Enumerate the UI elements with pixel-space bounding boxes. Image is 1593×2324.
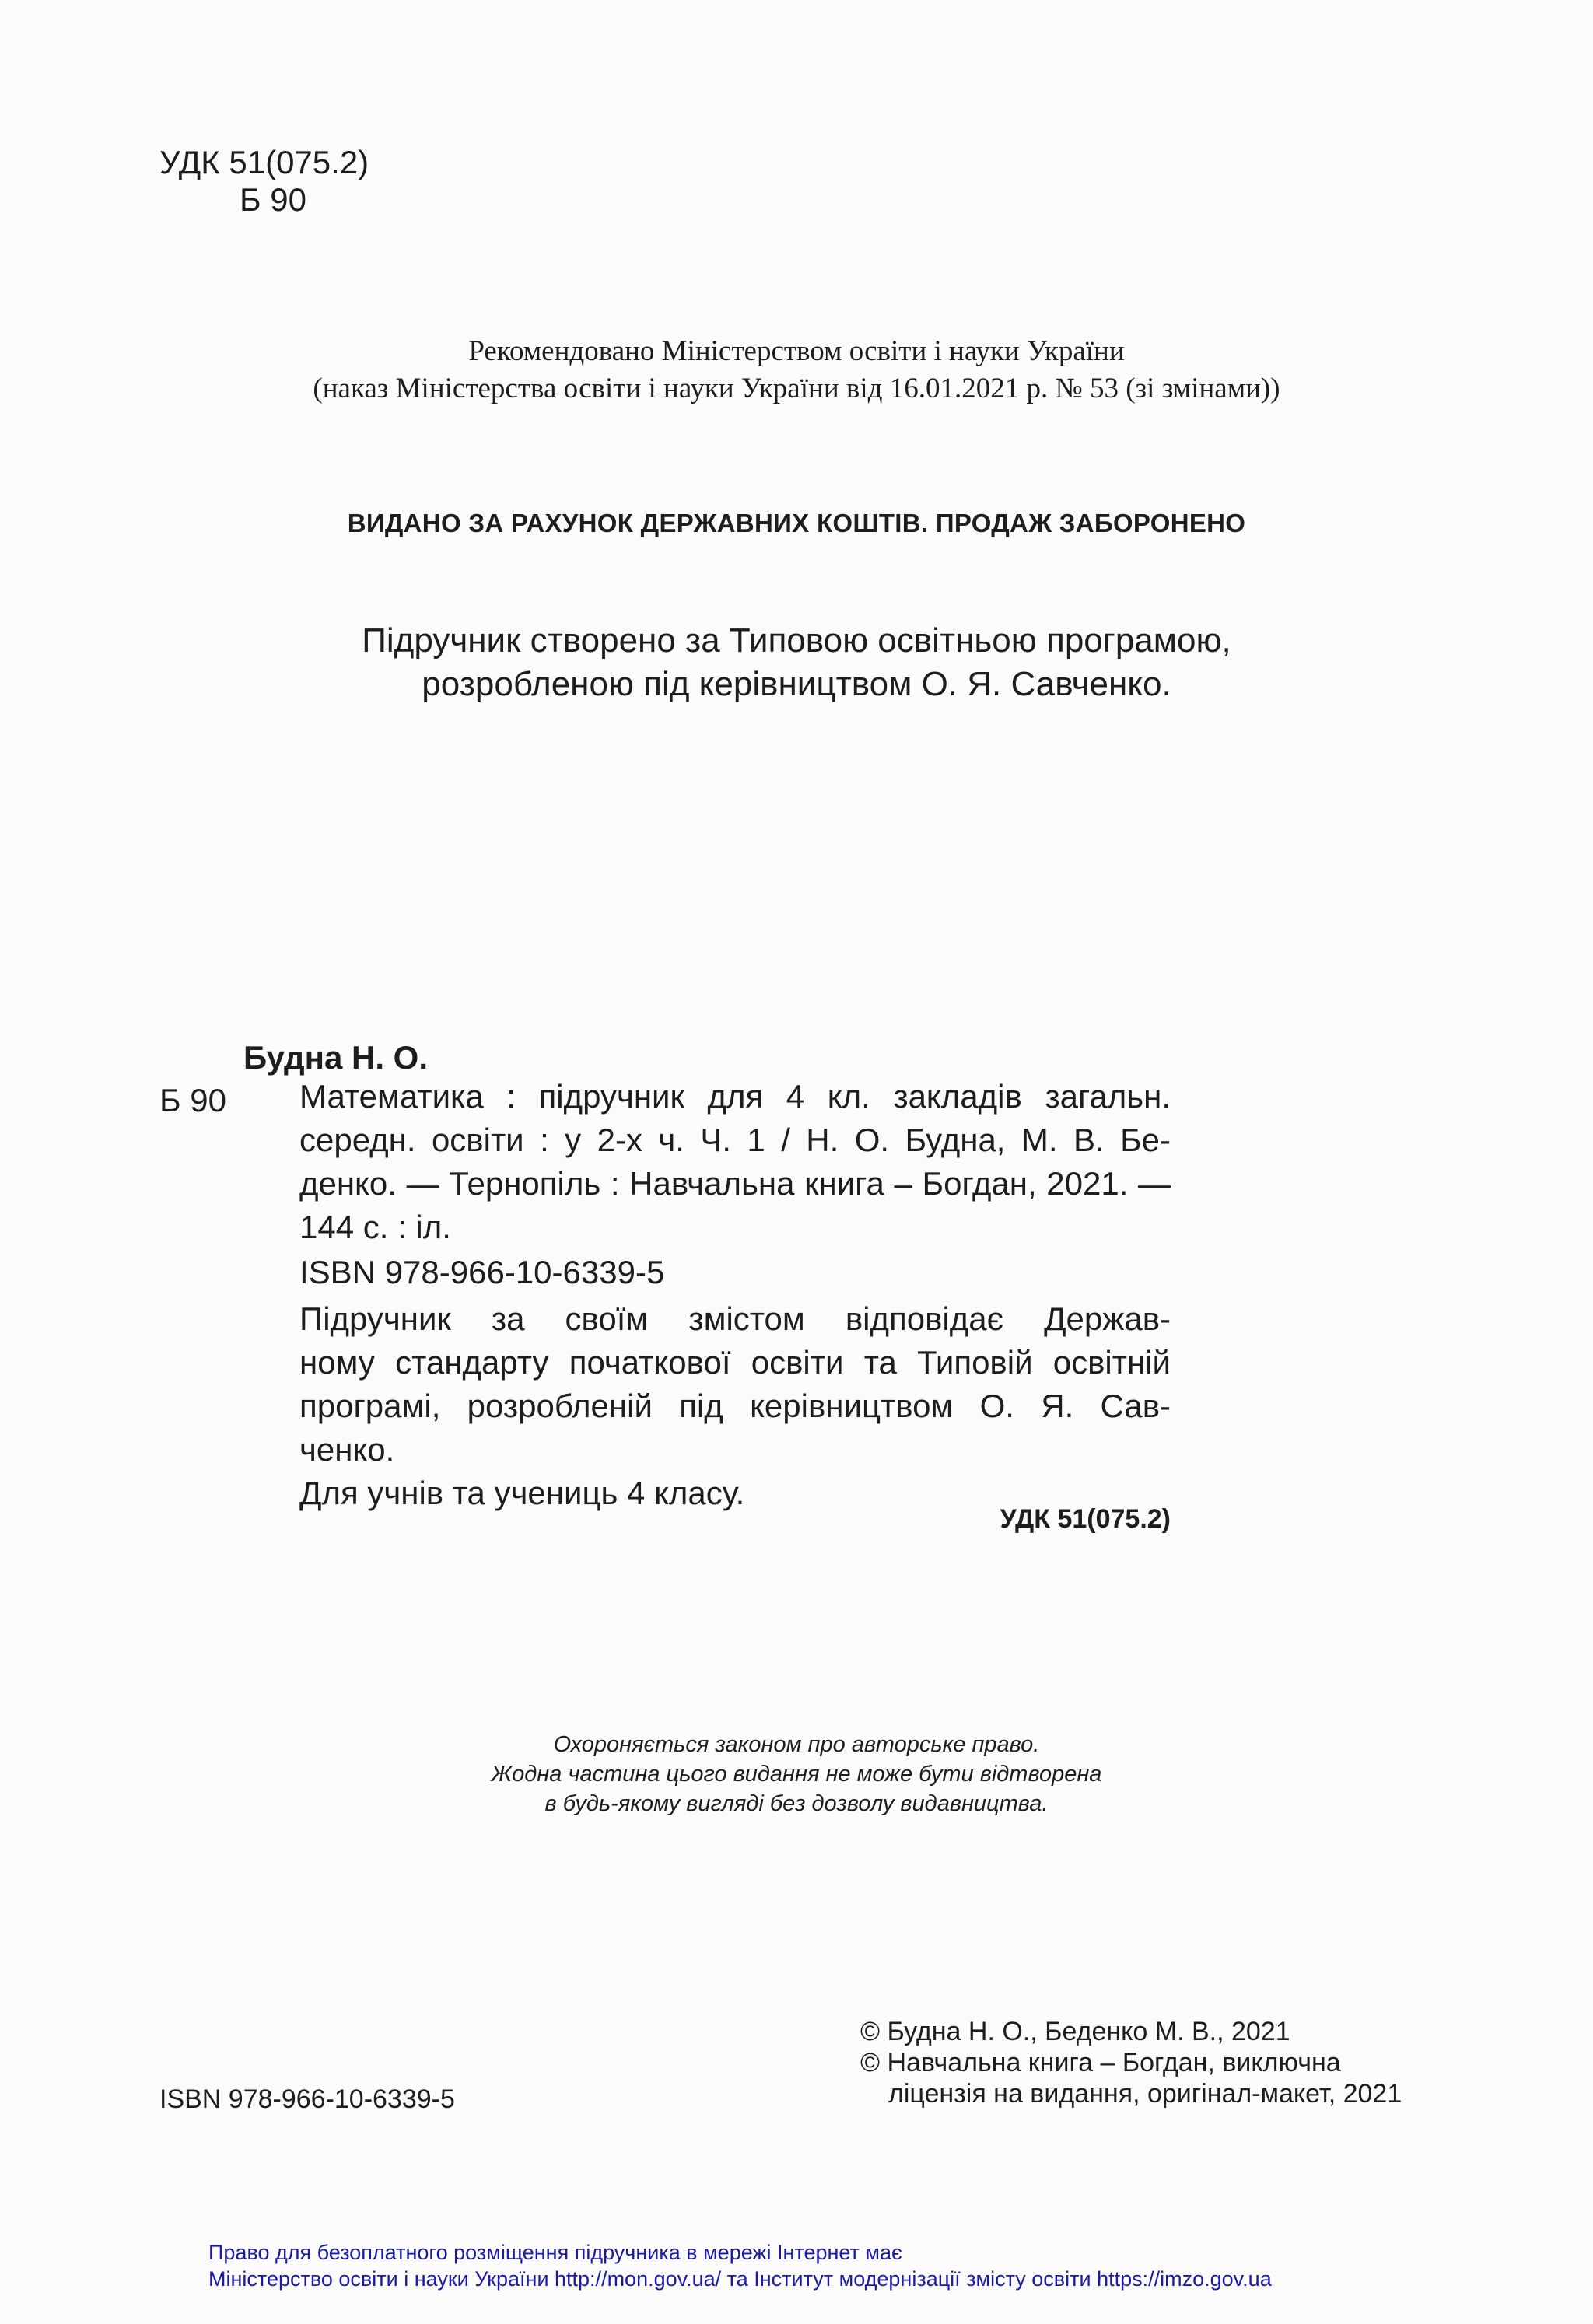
recommendation-order-line: (наказ Міністерства освіти і науки України від 16.01.2021 р. № 53 (зі змінами)): [313, 373, 1280, 404]
description-line: 144 с. : іл.: [299, 1209, 451, 1245]
copyright-law-line: в будь-якому вигляді без дозволу видавництва.: [544, 1791, 1049, 1816]
ministry-recommendation: [0, 333, 1593, 408]
copyright-line: © Будна Н. О., Беденко М. В., 2021: [860, 2017, 1290, 2046]
udk-code-catalog: УДК 51(075.2): [1000, 1504, 1171, 1534]
isbn-catalog: ISBN 978-966-10-6339-5: [299, 1254, 665, 1290]
audience-line: Для учнів та учениць 4 класу.: [299, 1475, 745, 1511]
description-line: середн. освіти : у 2-х ч. Ч. 1 / Н. О. Будна, М. В. Бе-: [299, 1122, 1171, 1158]
copyright-line: © Навчальна книга – Богдан, виключна: [860, 2048, 1341, 2077]
catalog-code: Б 90: [159, 1082, 226, 1118]
recommendation-line: Рекомендовано Міністерством освіти і науки України: [468, 335, 1125, 367]
not-for-sale-notice: ВИДАНО ЗА РАХУНОК ДЕРЖАВНИХ КОШТІВ. ПРОДАЖ ЗАБОРОНЕНО: [347, 509, 1246, 537]
copyright-law-line: Жодна частина цього видання не може бути відтворена: [491, 1762, 1102, 1787]
copyright-holders: [860, 2016, 1402, 2109]
program-line: Підручник створено за Типовою освітньою програмою,: [362, 621, 1231, 660]
copyright-law-notice: [0, 1730, 1593, 1818]
annotation: [299, 1297, 1171, 1515]
copyright-law-line: Охороняється законом про авторське право.: [553, 1732, 1040, 1757]
description-line: Математика : підручник для 4 кл. закладів загальн.: [299, 1078, 1171, 1115]
annotation-line: програмі, розробленій під керівництвом О. Я. Сав-: [299, 1388, 1171, 1424]
copyright-line: ліцензія на видання, оригінал-макет, 2021: [888, 2079, 1402, 2109]
udk-code-top: [159, 144, 369, 219]
description-line: денко. — Тернопіль : Навчальна книга – Богдан, 2021. —: [299, 1165, 1171, 1202]
annotation-line: ченко.: [299, 1431, 395, 1468]
bibliographic-description: [299, 1075, 1171, 1249]
author-heading: Будна Н. О.: [243, 1039, 429, 1076]
program-statement: [0, 619, 1593, 706]
udk-line: УДК 51(075.2): [159, 144, 369, 180]
annotation-line: ному стандарту початкової освіти та Типовій освітній: [299, 1344, 1171, 1381]
program-line: розробленою під керівництвом О. Я. Савченко.: [422, 665, 1171, 703]
footer-line-links[interactable]: Міністерство освіти і науки України http://mon.gov.ua/ та Інститут модернізації змісту освіти https://imzo.gov.ua: [208, 2267, 1272, 2291]
footer-line: Право для безоплатного розміщення підручника в мережі Інтернет має: [208, 2241, 902, 2264]
isbn-bottom: ISBN 978-966-10-6339-5: [159, 2084, 455, 2114]
library-code: Б 90: [240, 181, 306, 218]
annotation-line: Підручник за своїм змістом відповідає Держав-: [299, 1300, 1171, 1337]
online-rights-footer: [208, 2239, 1272, 2292]
